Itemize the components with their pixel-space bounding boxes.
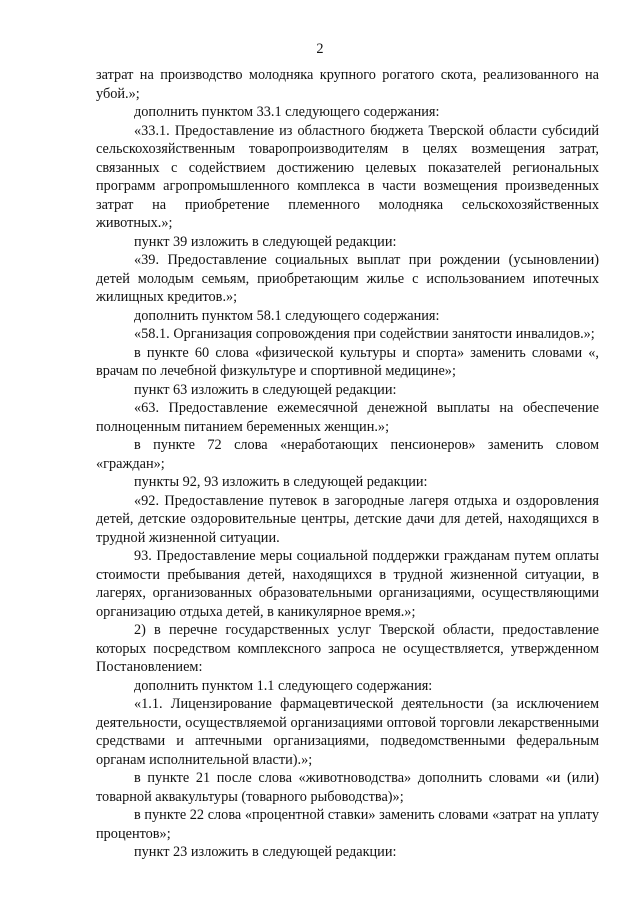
paragraph: «33.1. Предоставление из областного бюджета Тверской области субсидий сельскохозяйственным товаропроизводителям в целях возмещения затрат, связанных с содействием достижению целевых показателей региональных программ агропромышленного комплекса в части возмещения произведенных затрат на приобретение племенного молодняка сельскохозяйственных животных.»; — [96, 122, 599, 231]
paragraph: 2) в перечне государственных услуг Тверской области, предоставление которых посредством комплексного запроса не осуществляется, утвержденном Постановлением: — [96, 622, 599, 675]
document-body — [96, 66, 599, 862]
paragraph: дополнить пунктом 33.1 следующего содержания: — [134, 104, 440, 120]
paragraph: в пункте 60 слова «физической культуры и спорта» заменить словами «, врачам по лечебной физкультуре и спортивной медицине»; — [96, 344, 599, 379]
paragraph: «92. Предоставление путевок в загородные лагеря отдыха и оздоровления детей, детские оздоровительные центры, детские дачи для детей, находящихся в трудной жизненной ситуации. — [96, 492, 599, 546]
paragraph: пункт 23 изложить в следующей редакции: — [134, 844, 397, 860]
paragraph: затрат на производство молодняка крупного рогатого скота, реализованного на убой.»; — [96, 67, 599, 102]
paragraph: «39. Предоставление социальных выплат при рождении (усыновлении) детей молодым семьям, приобретающим жилье с использованием ипотечных жилищных кредитов.»; — [96, 252, 599, 305]
paragraph: пункты 92, 93 изложить в следующей редакции: — [134, 474, 428, 490]
paragraph: «1.1. Лицензирование фармацевтической деятельности (за исключением деятельности, осуществляемой организациями оптовой торговли лекарственными средствами и аптечными организациями, подведомственными федеральным органам исполнительной власти).»; — [96, 696, 599, 768]
paragraph: дополнить пунктом 1.1 следующего содержания: — [134, 677, 433, 694]
page-number: 2 — [316, 41, 324, 57]
paragraph: «63. Предоставление ежемесячной денежной выплаты на обеспечение полноценным питанием беременных женщин.»; — [96, 400, 599, 435]
paragraph: пункт 39 изложить в следующей редакции: — [134, 233, 397, 250]
paragraph: в пункте 21 после слова «животноводства» дополнить словами «и (или) товарной аквакультуры (товарного рыбоводства)»; — [96, 770, 599, 805]
paragraph: в пункте 22 слова «процентной ставки» заменить словами «затрат на уплату процентов»; — [96, 807, 599, 842]
paragraph: в пункте 72 слова «неработающих пенсионеров» заменить словом «граждан»; — [96, 437, 599, 472]
paragraph: пункт 63 изложить в следующей редакции: — [134, 381, 397, 398]
paragraph: 93. Предоставление меры социальной поддержки гражданам путем оплаты стоимости пребывания детей, находящихся в трудной жизненной ситуации, в лагерях, организованных образовательными организациями, осуществляющими организацию отдыха детей, в каникулярное время.»; — [96, 548, 599, 620]
paragraph: дополнить пунктом 58.1 следующего содержания: — [134, 307, 440, 324]
paragraph: «58.1. Организация сопровождения при содействии занятости инвалидов.»; — [134, 326, 595, 342]
